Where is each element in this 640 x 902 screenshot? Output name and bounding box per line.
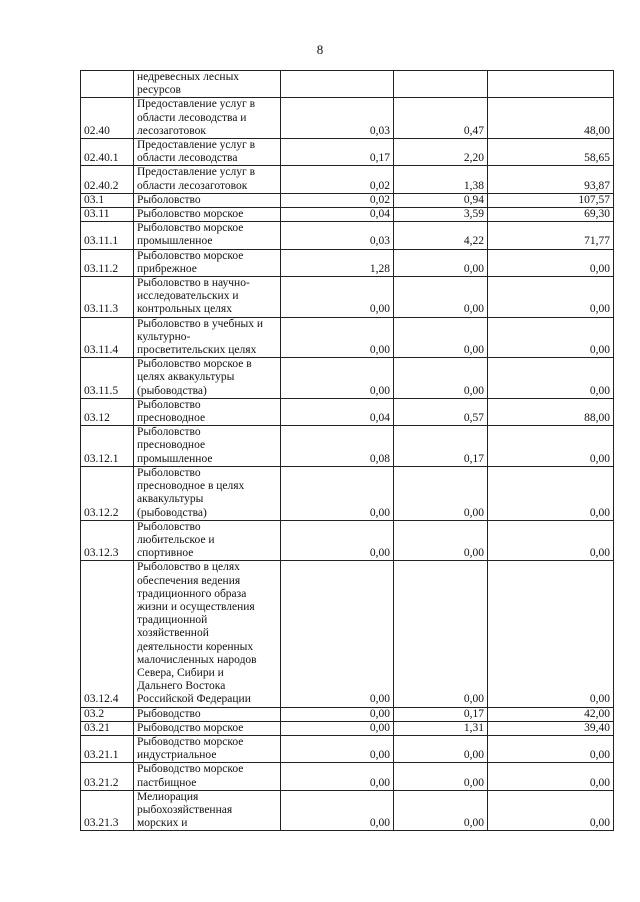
- cell-name: Рыбоводство: [134, 707, 281, 721]
- cell-name: Рыболовство: [134, 193, 281, 207]
- cell-value-3: 0,00: [488, 249, 614, 276]
- cell-value-2: 0,94: [394, 193, 488, 207]
- cell-value-1: 0,00: [281, 790, 394, 831]
- table-row: [81, 358, 614, 399]
- cell-code: 03.11: [81, 208, 134, 222]
- cell-value-3: 0,00: [488, 520, 614, 561]
- cell-code: 03.12: [81, 398, 134, 425]
- cell-value-3: 71,77: [488, 222, 614, 249]
- cell-code: 03.21.2: [81, 763, 134, 790]
- cell-code: 03.2: [81, 707, 134, 721]
- table-row: [81, 249, 614, 276]
- cell-value-3: 0,00: [488, 735, 614, 762]
- cell-value-3: 69,30: [488, 208, 614, 222]
- cell-value-2: 0,00: [394, 249, 488, 276]
- table-row: [81, 277, 614, 318]
- cell-name: Рыболовство пресноводное промышленное: [134, 426, 281, 467]
- cell-value-1: 0,02: [281, 166, 394, 193]
- cell-code: 03.11.2: [81, 249, 134, 276]
- cell-value-1: 0,04: [281, 398, 394, 425]
- cell-name: Рыболовство морское в целях аквакультуры (рыбоводства): [134, 358, 281, 399]
- table-row: [81, 466, 614, 520]
- table-row: [81, 98, 614, 139]
- cell-value-1: 0,00: [281, 520, 394, 561]
- table-row: [81, 71, 614, 98]
- cell-name: недревесных лесных ресурсов: [134, 71, 281, 98]
- cell-value-1: 0,00: [281, 735, 394, 762]
- cell-value-2: 0,00: [394, 358, 488, 399]
- cell-value-3: 58,65: [488, 139, 614, 166]
- cell-value-2: 0,57: [394, 398, 488, 425]
- cell-value-1: 0,00: [281, 721, 394, 735]
- cell-name: Предоставление услуг в области лесоводства и лесозаготовок: [134, 98, 281, 139]
- cell-value-3: 0,00: [488, 561, 614, 707]
- cell-value-3: 48,00: [488, 98, 614, 139]
- table-row: [81, 520, 614, 561]
- cell-value-1: 0,03: [281, 222, 394, 249]
- cell-code: 03.11.3: [81, 277, 134, 318]
- cell-value-2: 2,20: [394, 139, 488, 166]
- cell-value-2: 0,00: [394, 763, 488, 790]
- cell-code: 03.11.5: [81, 358, 134, 399]
- cell-value-2: 0,00: [394, 277, 488, 318]
- cell-code: 03.11.1: [81, 222, 134, 249]
- cell-value-1: 0,17: [281, 139, 394, 166]
- table-row: [81, 166, 614, 193]
- cell-code: 03.12.3: [81, 520, 134, 561]
- cell-value-1: 0,00: [281, 707, 394, 721]
- cell-name: Рыболовство морское промышленное: [134, 222, 281, 249]
- cell-name: Рыбоводство морское пастбищное: [134, 763, 281, 790]
- cell-value-3: [488, 71, 614, 98]
- cell-value-2: [394, 71, 488, 98]
- table-row: [81, 790, 614, 831]
- cell-code: 03.11.4: [81, 317, 134, 358]
- table-row: [81, 208, 614, 222]
- cell-code: 03.21.3: [81, 790, 134, 831]
- cell-value-1: 0,02: [281, 193, 394, 207]
- table-row: [81, 398, 614, 425]
- cell-value-3: 107,57: [488, 193, 614, 207]
- table-row: [81, 426, 614, 467]
- cell-value-2: 0,00: [394, 735, 488, 762]
- cell-value-1: 0,08: [281, 426, 394, 467]
- table-row: [81, 763, 614, 790]
- cell-value-3: 0,00: [488, 317, 614, 358]
- cell-value-1: [281, 71, 394, 98]
- cell-value-1: 0,03: [281, 98, 394, 139]
- table-row: [81, 222, 614, 249]
- cell-value-1: 0,00: [281, 277, 394, 318]
- cell-value-2: 0,00: [394, 317, 488, 358]
- cell-code: 02.40: [81, 98, 134, 139]
- cell-name: Предоставление услуг в области лесоводства: [134, 139, 281, 166]
- cell-name: Рыболовство пресноводное: [134, 398, 281, 425]
- cell-value-1: 0,00: [281, 763, 394, 790]
- cell-value-2: 0,00: [394, 790, 488, 831]
- cell-value-2: 1,31: [394, 721, 488, 735]
- table-row: [81, 139, 614, 166]
- table-row: [81, 707, 614, 721]
- cell-name: Рыболовство пресноводное в целях аквакультуры (рыбоводства): [134, 466, 281, 520]
- cell-value-2: 3,59: [394, 208, 488, 222]
- cell-value-3: 0,00: [488, 790, 614, 831]
- cell-value-3: 39,40: [488, 721, 614, 735]
- cell-name: Мелиорация рыбохозяйственная морских и: [134, 790, 281, 831]
- cell-name: Рыболовство морское прибрежное: [134, 249, 281, 276]
- cell-value-1: 0,00: [281, 317, 394, 358]
- cell-value-2: 0,17: [394, 707, 488, 721]
- cell-value-2: 0,00: [394, 520, 488, 561]
- cell-value-3: 0,00: [488, 763, 614, 790]
- cell-code: 03.12.2: [81, 466, 134, 520]
- cell-code: 03.12.1: [81, 426, 134, 467]
- activity-table: [80, 70, 614, 831]
- cell-value-2: 0,17: [394, 426, 488, 467]
- cell-value-3: 0,00: [488, 426, 614, 467]
- cell-value-3: 42,00: [488, 707, 614, 721]
- cell-code: 03.1: [81, 193, 134, 207]
- cell-value-1: 0,00: [281, 466, 394, 520]
- cell-value-2: 1,38: [394, 166, 488, 193]
- cell-value-3: 0,00: [488, 358, 614, 399]
- cell-value-1: 0,04: [281, 208, 394, 222]
- cell-name: Рыболовство в учебных и культурно- просветительских целях: [134, 317, 281, 358]
- cell-name: Рыболовство в научно- исследовательских и контрольных целях: [134, 277, 281, 318]
- cell-code: 02.40.1: [81, 139, 134, 166]
- cell-value-1: 1,28: [281, 249, 394, 276]
- cell-value-1: 0,00: [281, 561, 394, 707]
- cell-name: Рыболовство в целях обеспечения ведения традиционного образа жизни и осуществления традиционной хозяйственной деятельности коренных малочисленных народов Севера, Сибири и Дальнего Востока Российской Федерации: [134, 561, 281, 707]
- table-row: [81, 721, 614, 735]
- cell-value-3: 93,87: [488, 166, 614, 193]
- cell-name: Предоставление услуг в области лесозаготовок: [134, 166, 281, 193]
- table-row: [81, 193, 614, 207]
- cell-value-3: 88,00: [488, 398, 614, 425]
- cell-value-1: 0,00: [281, 358, 394, 399]
- cell-code: [81, 71, 134, 98]
- cell-value-2: 0,00: [394, 466, 488, 520]
- cell-value-3: 0,00: [488, 466, 614, 520]
- page-number: 8: [316, 42, 324, 57]
- cell-name: Рыбоводство морское индустриальное: [134, 735, 281, 762]
- cell-code: 03.21: [81, 721, 134, 735]
- table-row: [81, 735, 614, 762]
- table-row: [81, 561, 614, 707]
- table-row: [81, 317, 614, 358]
- cell-name: Рыболовство морское: [134, 208, 281, 222]
- cell-code: 03.21.1: [81, 735, 134, 762]
- cell-value-2: 4,22: [394, 222, 488, 249]
- cell-value-3: 0,00: [488, 277, 614, 318]
- cell-code: 03.12.4: [81, 561, 134, 707]
- cell-name: Рыболовство любительское и спортивное: [134, 520, 281, 561]
- cell-code: 02.40.2: [81, 166, 134, 193]
- cell-name: Рыбоводство морское: [134, 721, 281, 735]
- cell-value-2: 0,47: [394, 98, 488, 139]
- cell-value-2: 0,00: [394, 561, 488, 707]
